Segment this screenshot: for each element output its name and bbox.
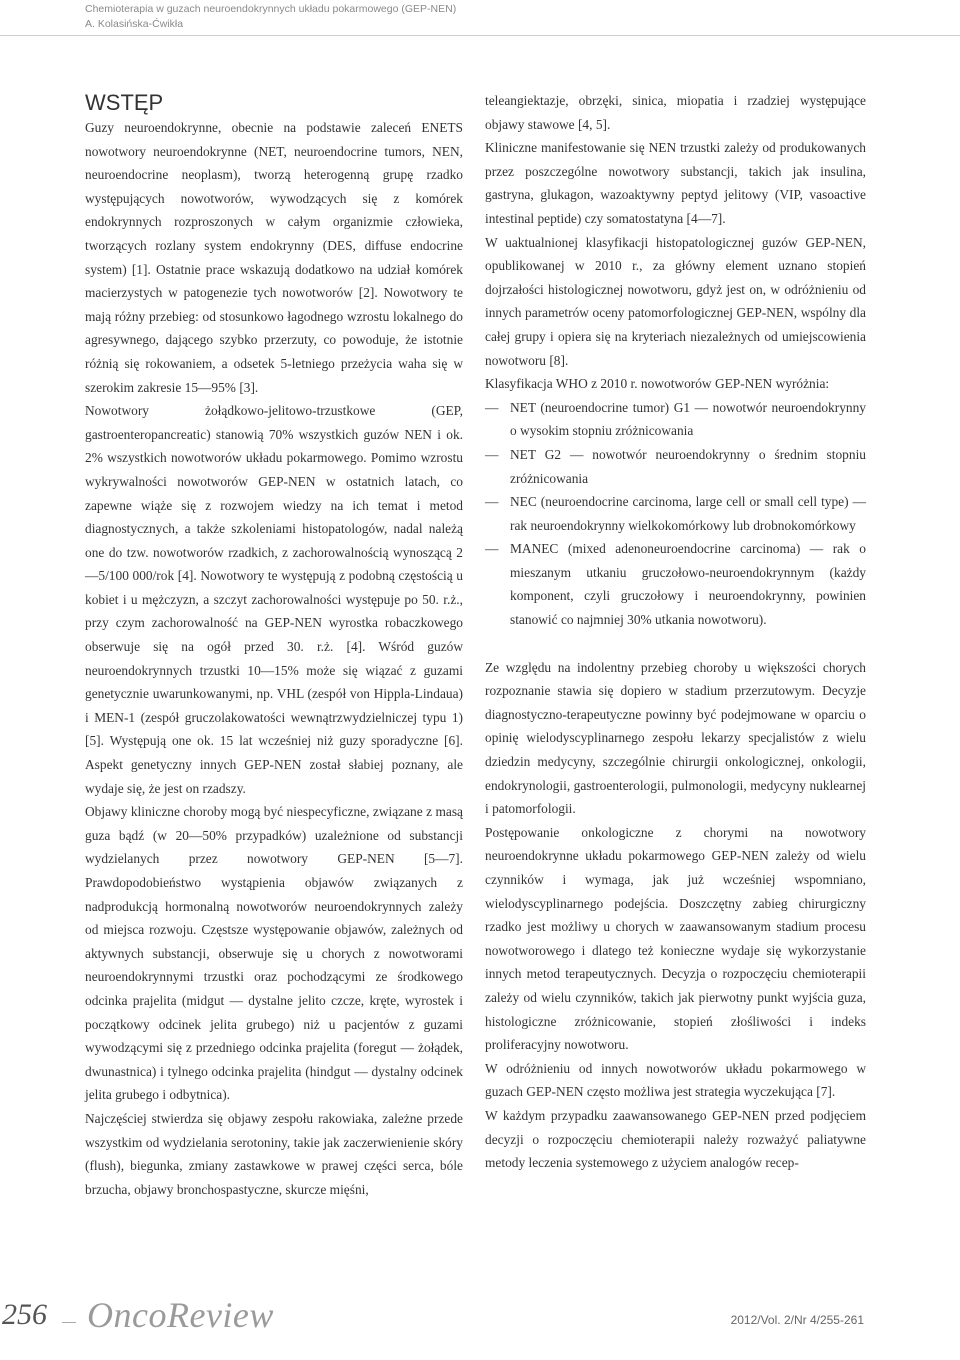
header-divider <box>0 35 960 36</box>
page-number: 256 <box>2 1298 47 1331</box>
list-item: — NEC (neuroendocrine carcinoma, large cell or small cell type) — rak neuroendokrynny wielkokomórkowy lub drobnokomórkowy <box>485 490 866 537</box>
who-classification-list <box>485 396 866 632</box>
running-header-title: Chemioterapia w guzach neuroendokrynnych układu pokarmowego (GEP-NEN) <box>85 3 457 15</box>
list-item: — MANEC (mixed adenoneuroendocrine carcinoma) — rak o mieszanym utkaniu gruczołowo-neuroendokrynnym (każdy komponent, czyli gruczołowy i neuroendokrynny, powinien stanowić co najmniej 30% utkania nowotworu). <box>485 537 866 631</box>
running-header <box>85 2 456 32</box>
left-column <box>85 90 463 1201</box>
left-paragraph-3: Objawy kliniczne choroby mogą być niespecyficzne, związane z masą guza bądź (w 20—50% przypadków) uzależnione od substancji wydzielanych przez nowotwory GEP-NEN [5—7]. Prawdopodobieństwo wystąpienia objawów związanych z nadprodukcją hormonalną nowotworów neuroendokrynnych zależy od miejsca rozwoju. Częstsze występowanie objawów, zależnych od aktywnych substancji, obserwuje się u chorych z nowotworami neuroendokrynnymi trzustki oraz pochodzącymi ze środkowego odcinka prajelita (midgut — dystalne jelito czcze, kręte, wyrostek i początkowy odcinek jelita grubego) niż u pacjentów z guzami wywodzącymi się z przedniego odcinka prajelita (foregut — żołądek, dwunastnica) i tylnego odcinka prajelita (hindgut — dystalny odcinek jelita grubego i odbytnica). <box>85 804 463 1103</box>
right-column <box>485 89 866 1175</box>
footer-divider <box>62 1322 76 1323</box>
left-paragraph-1: Guzy neuroendokrynne, obecnie na podstawie zaleceń ENETS nowotwory neuroendokrynne (NET, neuroendocrine tumors, NEN, neuroendocrine neoplasm), tworzą heterogenną grupę rzadko występujących nowotworów, wywodzących się z komórek endokrynnych rozproszonych w całym organizmie człowieka, tworzących rozlany system endokrynny (DES, diffuse endocrine system) [1]. Ostatnie prace wskazują dodatkowo na udział komórek macierzystych w patogenezie tych nowotworów [2]. Nowotwory te mają różny przebieg: od stosunkowo łagodnego wzrostu lokalnego do agresywnego, dającego szybko przerzuty, co powoduje, że istotnie różnią się rokowaniem, a odsetek 5-letniego przeżycia waha się w szerokim zakresie 15—95% [3]. <box>85 120 463 395</box>
right-paragraph-2: Kliniczne manifestowanie się NEN trzustki zależy od produkowanych przez poszczególne nowotwory substancji, takich jak insulina, gastryna, glukagon, wazoaktywny peptyd jelitowy (VIP, vasoactive intestinal peptide) czy somatostatyna [4—7]. <box>485 140 866 226</box>
right-paragraph-1: teleangiektazje, obrzęki, sinica, miopatia i rzadziej występujące objawy stawowe [4, 5]. <box>485 93 866 132</box>
left-paragraph-4: Najczęściej stwierdza się objawy zespołu rakowiaka, zależne przede wszystkim od wydzielania serotoniny, takie jak zaczerwienienie skóry (flush), biegunka, zmiany zastawkowe w prawej części serca, bóle brzucha, objawy bronchospastyczne, skurcze mięśni, <box>85 1110 463 1197</box>
section-title: WSTĘP <box>85 90 164 115</box>
right-paragraph-3: W uaktualnionej klasyfikacji histopatologicznej guzów GEP-NEN, opublikowanej w 2010 r., za główny element uznano stopień dojrzałości histologicznej nowotworu, gdyż jest on, w odróżnieniu od innych parametrów oceny patomorfologicznej GEP-NEN, wspólny dla całej grupy i opiera się na kryteriach niezależnych od umiejscowienia nowotworu [8]. <box>485 234 866 368</box>
list-item: — NET G2 — nowotwór neuroendokrynny o średnim stopniu zróżnicowania <box>485 443 866 490</box>
paragraph-gap <box>485 632 866 656</box>
list-item: — NET (neuroendocrine tumor) G1 — nowotwór neuroendokrynny o wysokim stopniu zróżnicowania <box>485 396 866 443</box>
right-paragraph-4: Klasyfikacja WHO z 2010 r. nowotworów GEP-NEN wyróżnia: <box>485 376 830 392</box>
right-paragraph-5: Ze względu na indolentny przebieg choroby u większości chorych rozpoznanie stawia się dopiero w stadium przerzutowym. Decyzje diagnostyczno-terapeutyczne powinny być podejmowane w oparciu o opinię wielodyscyplinarnego zespołu lekarzy specjalistów z wielu dziedzin medycyny, szczególnie chirurgii onkologicznej, onkologii, endokrynologii, gastroenterologii, pulmonologii, medycyny nuklearnej i patomorfologii. <box>485 659 866 817</box>
left-paragraph-2: Nowotwory żołądkowo-jelitowo-trzustkowe (GEP, gastroenteropancreatic) stanowią 70% wszystkich guzów NEN i ok. 2% wszystkich nowotworów układu pokarmowego. Pomimo wzrostu wykrywalności nowotworów GEP-NEN w ostatnich latach, co zapewne wiąże się z rozwojem wiedzy na ich temat i metod diagnostycznych, a także szkoleniami histopatologów, nadal należą one do tzw. nowotworów rzadkich, z zachorowalnością wynoszącą 2—5/100 000/rok [4]. Nowotwory te występują z podobną częstością u kobiet i u mężczyzn, a szczyt zachorowalności występuje po 50. r.ż., przy czym zachorowalność na GEP-NEN wyrostka robaczkowego obserwuje się na ogół przed 30. r.ż. [4]. Wśród guzów neuroendokrynnych trzustki 10—15% może się wiązać z guzami genetycznie uwarunkowanymi, np. VHL (zespół von Hippla-Lindaua) i MEN-1 (zespół gruczolakowatości wewnątrzwydzielniczej typu 1) [5]. Występują one ok. 15 lat wcześniej niż guzy sporadyczne [6]. Aspekt genetyczny innych GEP-NEN został słabiej poznany, ale wydaje się, że jest on rzadszy. <box>85 403 463 796</box>
right-paragraph-8: W każdym przypadku zaawansowanego GEP-NEN przed podjęciem decyzji o rozpoczęciu chemioterapii należy rozważyć paliatywne metody leczenia systemowego z użyciem analogów recep- <box>485 1107 866 1171</box>
issue-reference: 2012/Vol. 2/Nr 4/255-261 <box>730 1313 864 1327</box>
right-paragraph-6: Postępowanie onkologiczne z chorymi na nowotwory neuroendokrynne układu pokarmowego GEP-NEN zależy od wielu czynników i wymaga, jak już wcześniej wspomniano, wielodyscyplinarnego podejścia. Doszczętny zabieg chirurgiczny rzadko jest możliwy u chorych w zaawansowanym stadium procesu nowotworowego i dlatego też konieczne wydaje się wykorzystanie innych metod terapeutycznych. Decyzja o rozpoczęciu chemioterapii zależy od wielu czynników, takich jak pierwotny punkt wyjścia guza, histologiczne zróżnicowanie, stopień złośliwości i indeks proliferacyjny nowotworu. <box>485 824 866 1053</box>
right-paragraph-7: W odróżnieniu od innych nowotworów układu pokarmowego w guzach GEP-NEN często możliwa jest strategia wyczekująca [7]. <box>485 1060 866 1100</box>
journal-logo: OncoReview <box>87 1295 274 1335</box>
running-header-author: A. Kolasińska-Ćwikła <box>85 18 184 30</box>
